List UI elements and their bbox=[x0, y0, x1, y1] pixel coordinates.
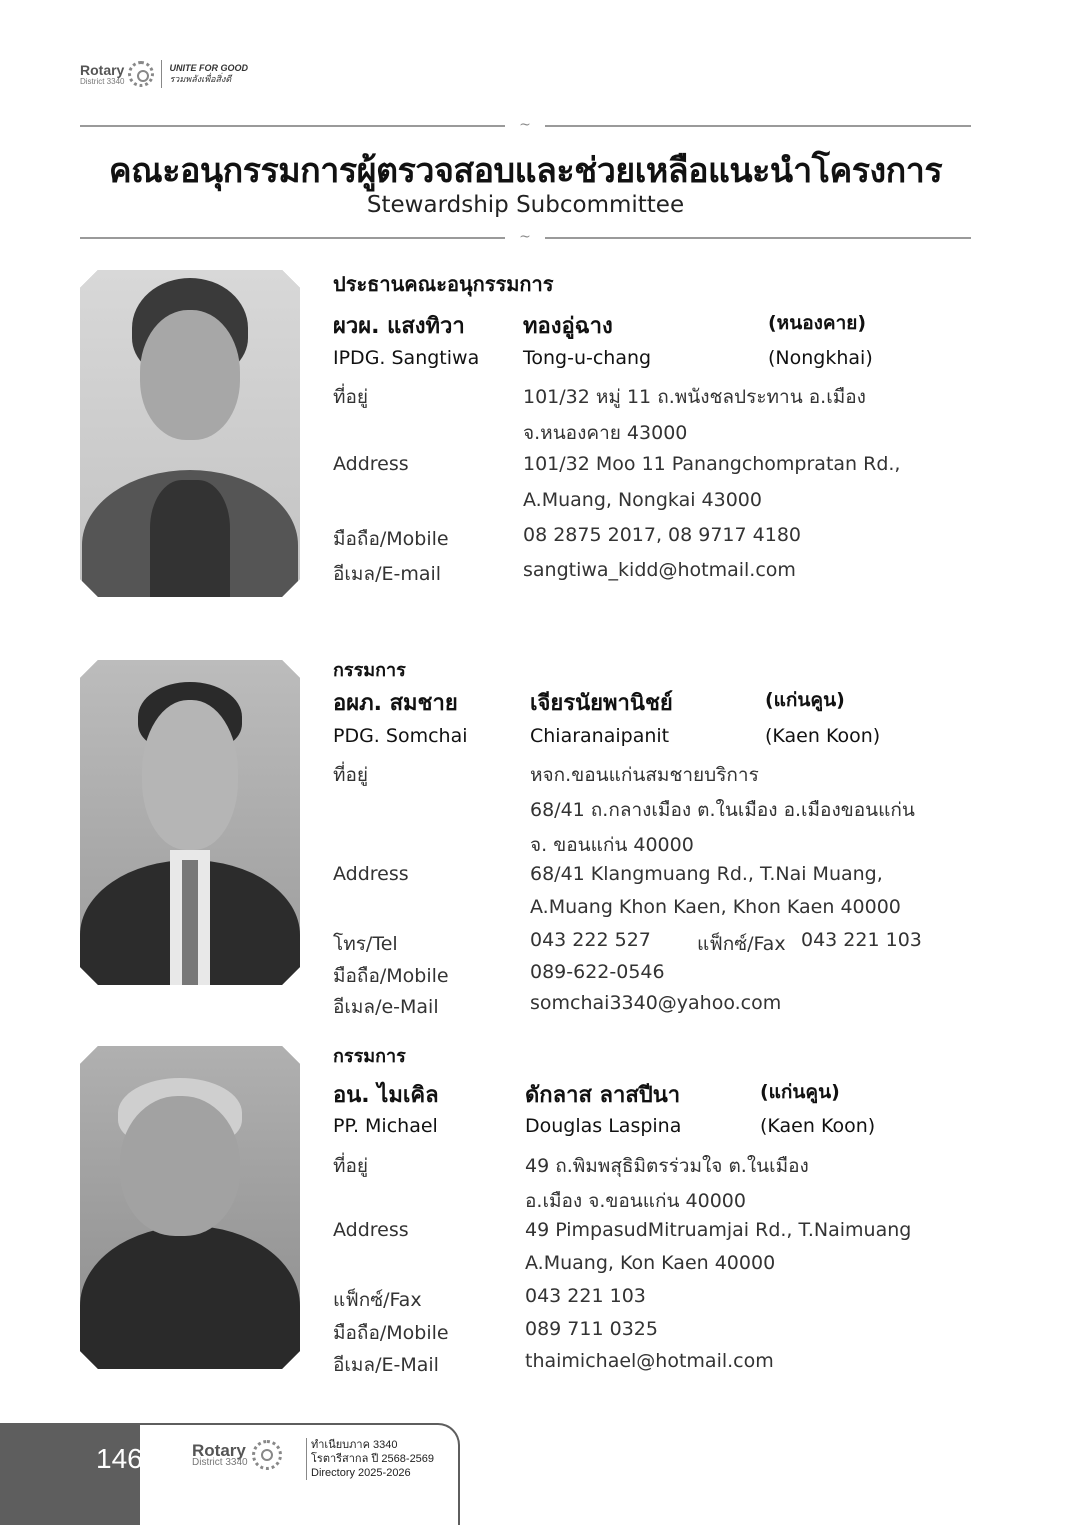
info-row bbox=[333, 453, 973, 483]
info-row bbox=[333, 1186, 973, 1216]
club-thai: (แก่นคูน) bbox=[765, 689, 845, 711]
tagline-th: รวมพลังเพื่อสิ่งดี bbox=[169, 74, 232, 84]
info-label: อีเมล/e-Mail bbox=[333, 996, 439, 1018]
info-row bbox=[333, 795, 973, 825]
club-english: (Nongkhai) bbox=[768, 347, 873, 369]
info-label: โทร/Tel bbox=[333, 933, 398, 955]
info-value: อ.เมือง จ.ขอนแก่น 40000 bbox=[525, 1190, 746, 1212]
rotary-wheel-icon bbox=[128, 61, 154, 87]
info-row bbox=[333, 1318, 973, 1348]
footer-district: District 3340 bbox=[192, 1456, 248, 1468]
footer-rotary-word: Rotary bbox=[192, 1440, 246, 1460]
info-row bbox=[333, 559, 973, 589]
info-label: แฟ็กซ์/Fax bbox=[333, 1289, 422, 1311]
member-role: กรรมการ bbox=[333, 1046, 406, 1067]
info-value: จ. ขอนแก่น 40000 bbox=[530, 834, 694, 856]
info-row bbox=[333, 929, 973, 959]
info-value: หจก.ขอนแก่นสมชายบริการ bbox=[530, 764, 759, 786]
info-value[interactable]: thaimichael@hotmail.com bbox=[525, 1350, 774, 1372]
info-value: A.Muang Khon Kaen, Khon Kaen 40000 bbox=[530, 896, 901, 918]
club-english: (Kaen Koon) bbox=[760, 1115, 876, 1137]
page-number: 146 bbox=[96, 1443, 143, 1474]
rotary-wordmark bbox=[80, 63, 124, 86]
member-photo-3 bbox=[80, 1046, 300, 1369]
last-name-english: Chiaranaipanit bbox=[530, 725, 670, 747]
last-name-thai: ทองอู่ฉาง bbox=[523, 314, 613, 339]
info-value: 49 PimpasudMitruamjai Rd., T.Naimuang bbox=[525, 1219, 912, 1241]
info-row bbox=[333, 863, 973, 893]
info-value: 089 711 0325 bbox=[525, 1318, 658, 1340]
footer-line-2: โรตารีสากล ปี 2568-2569 bbox=[311, 1453, 435, 1465]
page-title-english: Stewardship Subcommittee bbox=[366, 192, 685, 218]
footer-directory-info bbox=[306, 1438, 434, 1480]
bottom-ornament-icon: ~ bbox=[505, 230, 545, 244]
info-label: อีเมล/E-Mail bbox=[333, 1354, 439, 1376]
club-english: (Kaen Koon) bbox=[765, 725, 881, 747]
logo-divider bbox=[161, 60, 162, 88]
last-name-english: Tong-u-chang bbox=[523, 347, 652, 369]
rotary-wheel-icon bbox=[252, 1440, 282, 1470]
last-name-thai: เจียรนัยพานิชย์ bbox=[530, 691, 673, 716]
member-photo-1 bbox=[80, 270, 300, 597]
info-label: มือถือ/Mobile bbox=[333, 1322, 449, 1344]
info-label: มือถือ/Mobile bbox=[333, 965, 449, 987]
info-value: A.Muang, Kon Kaen 40000 bbox=[525, 1252, 776, 1274]
info-label: มือถือ/Mobile bbox=[333, 528, 449, 550]
info-value: 49 ถ.พิมพสุธิมิตรร่วมใจ ต.ในเมือง bbox=[525, 1155, 809, 1177]
member-name-english-row bbox=[333, 347, 973, 377]
info-row bbox=[333, 1151, 973, 1181]
last-name-thai: ดักลาส ลาสปีนา bbox=[525, 1083, 681, 1108]
info-row bbox=[333, 830, 973, 860]
info-row bbox=[333, 418, 973, 448]
top-ornament-icon: ~ bbox=[505, 118, 545, 132]
footer-wordmark bbox=[192, 1440, 248, 1468]
first-name-thai: อผภ. สมชาย bbox=[333, 691, 458, 716]
member-photo-2 bbox=[80, 660, 300, 985]
info-row bbox=[333, 524, 973, 554]
info-label: Address bbox=[333, 863, 409, 885]
info-value: จ.หนองคาย 43000 bbox=[523, 422, 688, 444]
info-value: 08 2875 2017, 08 9717 4180 bbox=[523, 524, 802, 546]
first-name-english: IPDG. Sangtiwa bbox=[333, 347, 480, 369]
first-name-english: PDG. Somchai bbox=[333, 725, 468, 747]
footer-logo bbox=[192, 1440, 282, 1470]
info-label: ที่อยู่ bbox=[333, 764, 369, 786]
info-value: 101/32 Moo 11 Panangchompratan Rd., bbox=[523, 453, 901, 475]
info-row bbox=[333, 489, 973, 519]
info-row bbox=[333, 1252, 973, 1282]
info-row bbox=[333, 382, 973, 412]
member-role: กรรมการ bbox=[333, 660, 406, 681]
info-row bbox=[333, 992, 973, 1022]
first-name-thai: ผวผ. แสงทิวา bbox=[333, 314, 465, 339]
club-thai: (แก่นคูน) bbox=[760, 1081, 840, 1103]
info-value: 089-622-0546 bbox=[530, 961, 665, 983]
member-role: ประธานคณะอนุกรรมการ bbox=[333, 272, 554, 296]
info-label: Address bbox=[333, 1219, 409, 1241]
rotary-word: Rotary bbox=[80, 61, 125, 78]
page-title-thai: คณะอนุกรรมการผู้ตรวจสอบและช่วยเหลือแนะนำโครงการ bbox=[108, 151, 943, 191]
info-value: A.Muang, Nongkai 43000 bbox=[523, 489, 762, 511]
info-row bbox=[333, 896, 973, 926]
tagline bbox=[169, 63, 248, 85]
last-name-english: Douglas Laspina bbox=[525, 1115, 682, 1137]
first-name-english: PP. Michael bbox=[333, 1115, 438, 1137]
fax-label: แฟ็กซ์/Fax bbox=[697, 933, 786, 955]
first-name-thai: อน. ไมเคิล bbox=[333, 1083, 439, 1108]
member-name-english-row bbox=[333, 1115, 973, 1145]
info-label: อีเมล/E-mail bbox=[333, 563, 442, 585]
member-name-thai-row bbox=[333, 685, 973, 715]
info-value: 101/32 หมู่ 11 ถ.พนังชลประทาน อ.เมือง bbox=[523, 386, 866, 408]
info-value: 68/41 ถ.กลางเมือง ต.ในเมือง อ.เมืองขอนแก่น bbox=[530, 799, 915, 821]
info-value: 043 222 527 bbox=[530, 929, 651, 951]
member-name-thai-row bbox=[333, 308, 973, 338]
info-value: 043 221 103 bbox=[525, 1285, 646, 1307]
info-row bbox=[333, 1350, 973, 1380]
member-name-english-row bbox=[333, 725, 973, 755]
info-value[interactable]: somchai3340@yahoo.com bbox=[530, 992, 782, 1014]
footer-line-3: Directory 2025-2026 bbox=[311, 1467, 411, 1479]
member-name-thai-row bbox=[333, 1077, 973, 1107]
info-row bbox=[333, 760, 973, 790]
district-label: District 3340 bbox=[80, 76, 125, 86]
info-row bbox=[333, 961, 973, 991]
header-logo bbox=[80, 56, 248, 92]
info-value: 68/41 Klangmuang Rd., T.Nai Muang, bbox=[530, 863, 883, 885]
club-thai: (หนองคาย) bbox=[768, 312, 867, 334]
info-label: ที่อยู่ bbox=[333, 1155, 369, 1177]
info-label: Address bbox=[333, 453, 409, 475]
info-label: ที่อยู่ bbox=[333, 386, 369, 408]
info-row bbox=[333, 1219, 973, 1249]
info-value[interactable]: sangtiwa_kidd@hotmail.com bbox=[523, 559, 796, 581]
fax-value: 043 221 103 bbox=[801, 929, 922, 951]
tagline-en: UNITE FOR GOOD bbox=[169, 63, 248, 73]
info-row bbox=[333, 1285, 973, 1315]
footer-line-1: ทำเนียบภาค 3340 bbox=[311, 1439, 398, 1451]
